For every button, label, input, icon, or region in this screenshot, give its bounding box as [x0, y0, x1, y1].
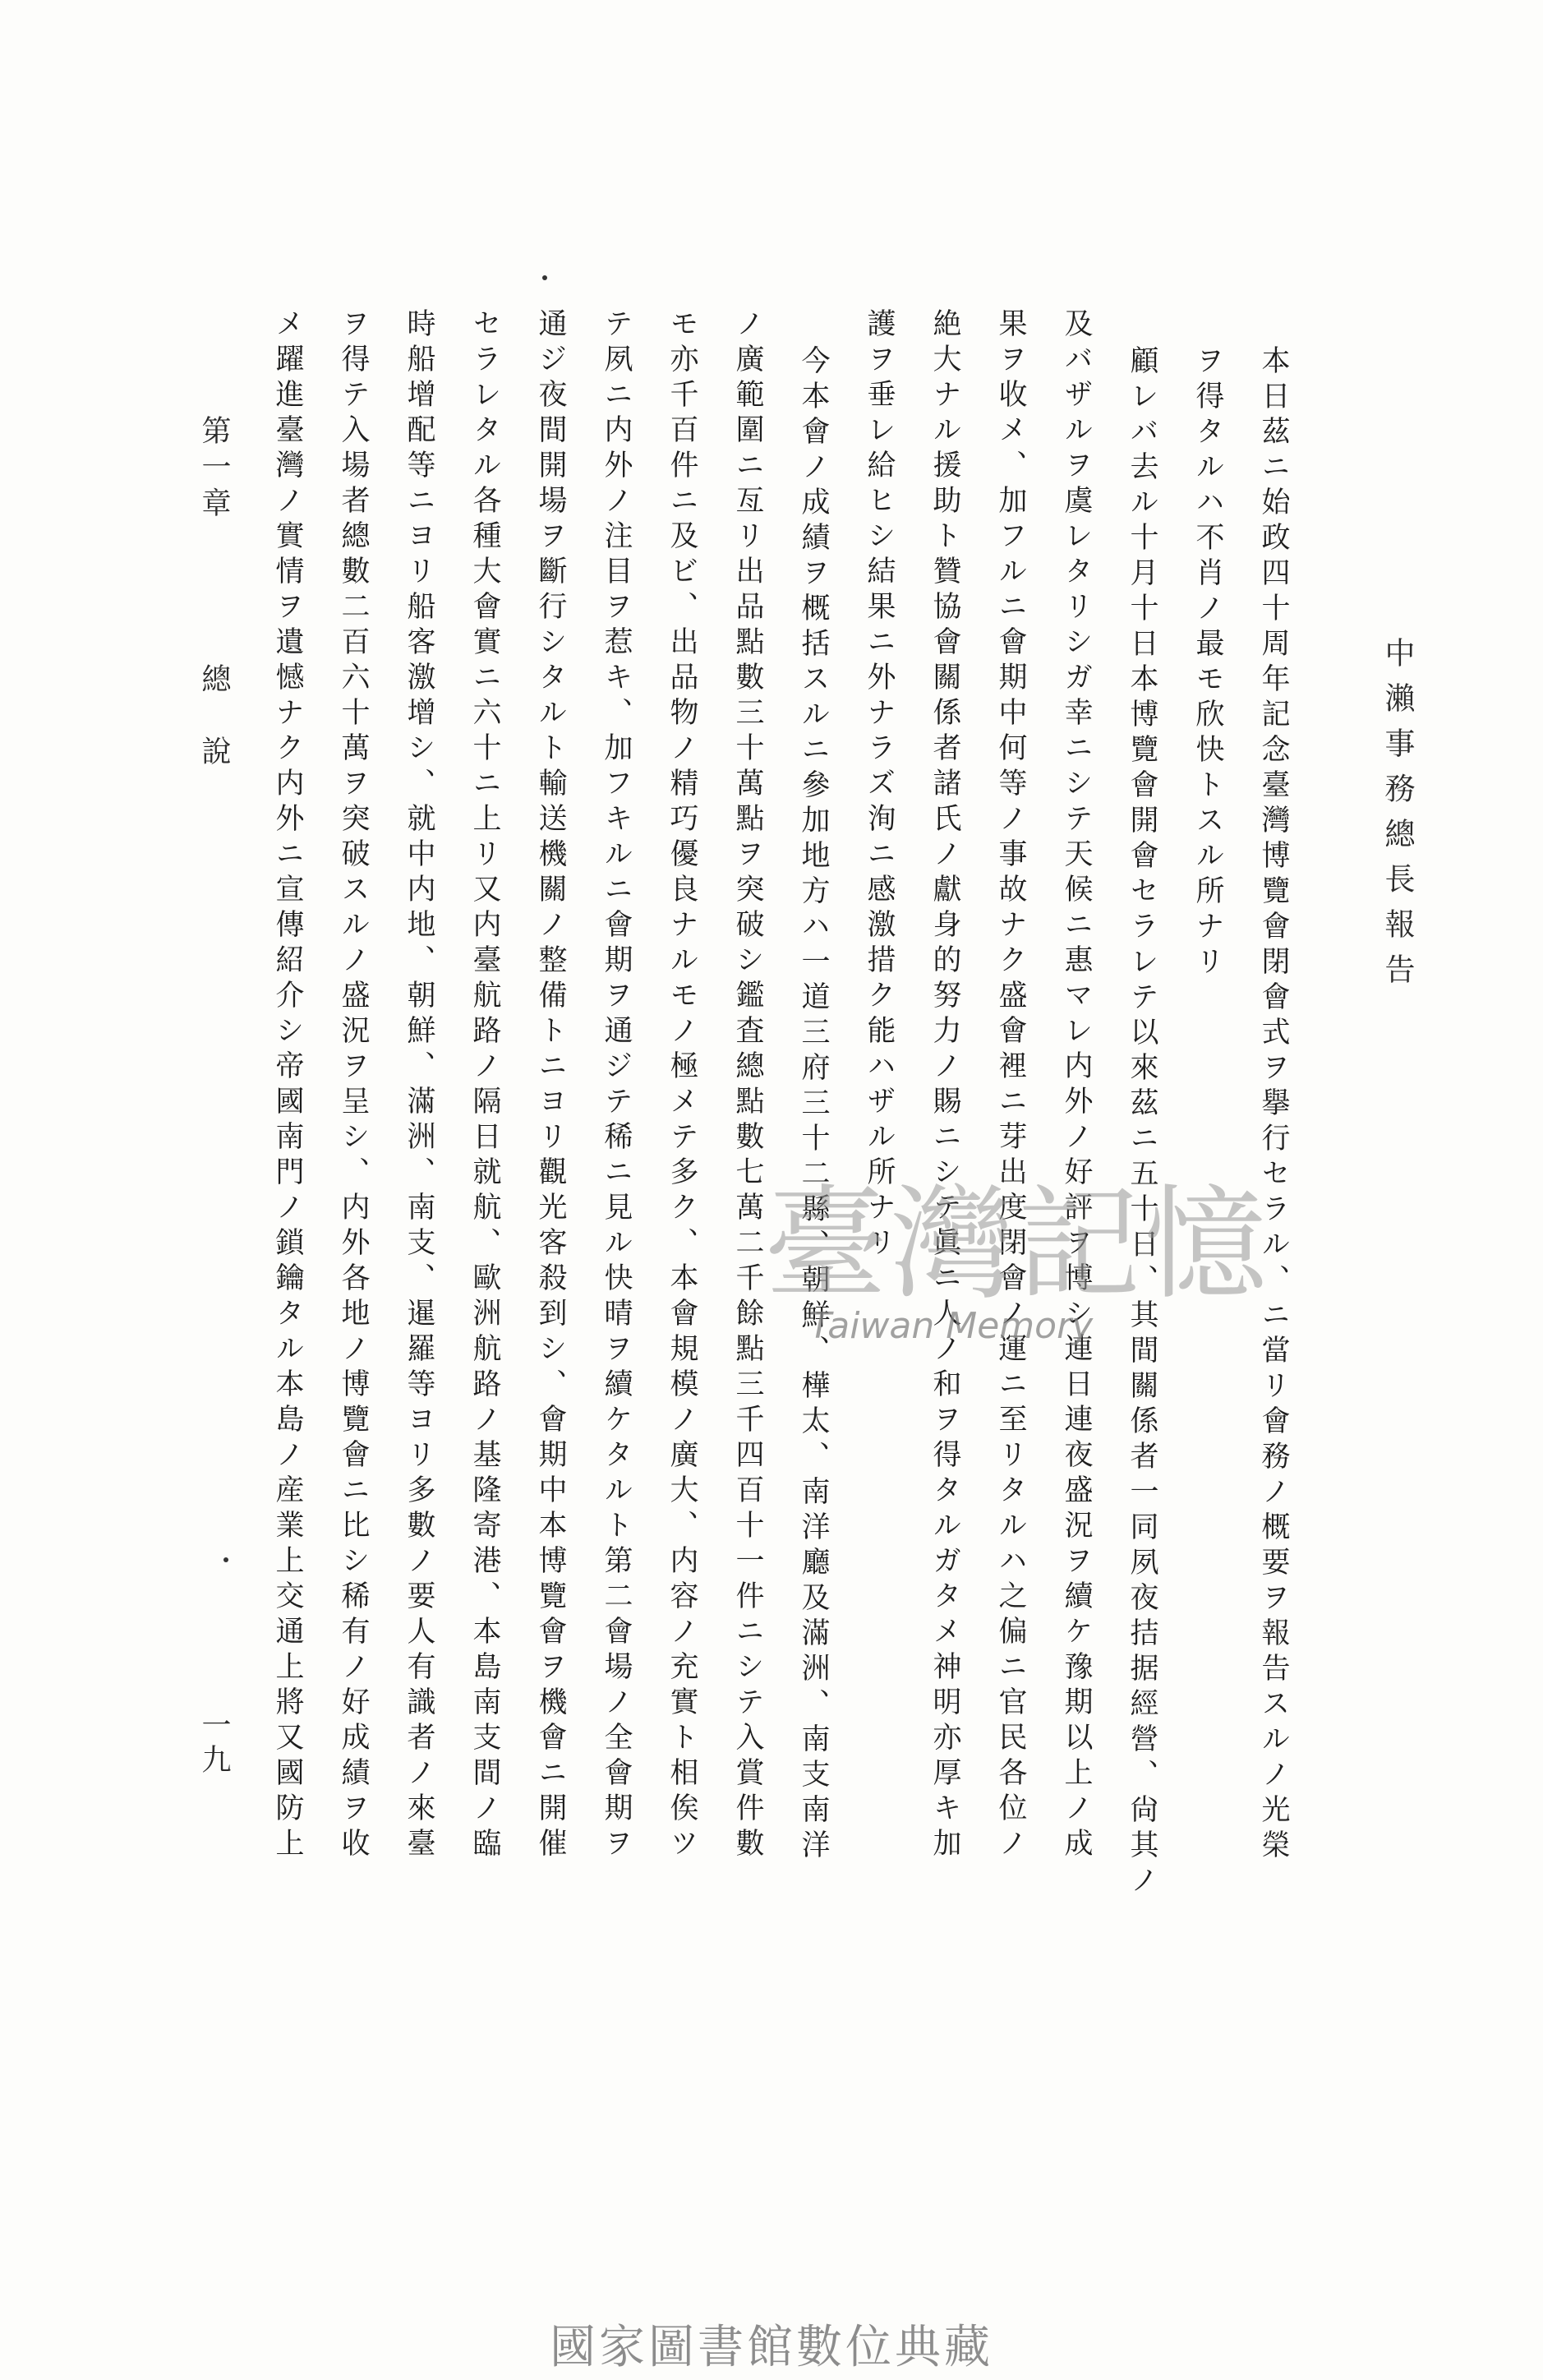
text-column-6: 絶大ナル援助ト贊協會關係者諸氏ノ獻身的努力ノ賜ニシテ眞ニ人ノ和ヲ得タルガタメ神明亦厚キ加 [928, 308, 961, 1863]
chapter-label: 第一章 [197, 415, 231, 524]
page-number: 一九 [197, 1709, 231, 1778]
text-column-13: セラレタル各種大會實ニ六十ニ上リ又内臺航路ノ隔日就航、歐洲航路ノ基隆寄港、本島南支間ノ臨 [468, 308, 501, 1863]
print-speck-top [542, 275, 547, 280]
text-column-8: 今本會ノ成績ヲ概括スルニ參加地方ハ一道三府三十二縣、朝鮮、樺太、南洋廳及滿洲、南支南洋 [797, 345, 830, 1865]
print-speck-mid [223, 1557, 228, 1562]
text-column-1: 本日茲ニ始政四十周年記念臺灣博覽會閉會式ヲ擧行セラル、ニ當リ會務ノ概要ヲ報告スルノ光榮 [1257, 345, 1290, 1865]
text-column-16: メ躍進臺灣ノ實情ヲ遺憾ナク内外ニ宣傳紹介シ帝國南門ノ鎖鑰タル本島ノ産業上交通上將又國防上 [271, 308, 304, 1863]
watermark-main-text: 臺灣記憶 [764, 1174, 1271, 1317]
text-column-3: 顧レバ去ル十月十日本博覽會開會セラレテ以來茲ニ五十日、其間關係者一同夙夜拮据經營、尙其ノ [1126, 345, 1158, 1900]
chapter-footer [197, 415, 231, 772]
text-column-2: ヲ得タルハ不肖ノ最モ欣快トスル所ナリ [1191, 345, 1224, 981]
text-column-10: モ亦千百件ニ及ビ、出品物ノ精巧優良ナルモノ極メテ多ク、本會規模ノ廣大、内容ノ充實ト相俟ツ [666, 308, 698, 1863]
text-column-9: ノ廣範圍ニ亙リ出品點數三十萬點ヲ突破シ鑑査總點數七萬二千餘點三千四百十一件ニシテ入賞件數 [731, 308, 764, 1863]
text-column-14: 時船增配等ニヨリ船客激增シ、就中内地、朝鮮、滿洲、南支、暹羅等ヨリ多數ノ要人有識者ノ來臺 [403, 308, 435, 1863]
text-column-11: テ夙ニ内外ノ注目ヲ惹キ、加フキルニ會期ヲ通ジテ稀ニ見ル快晴ヲ續ケタルト第二會場ノ全會期ヲ [600, 308, 633, 1863]
text-column-4: 及バザルヲ虞レタリシガ幸ニシテ天候ニ惠マレ内外ノ好評ヲ博シ連日連夜盛況ヲ續ケ豫期以上ノ成 [1060, 308, 1093, 1863]
text-column-12: 通ジ夜間開場ヲ斷行シタルト輸送機關ノ整備トニヨリ觀光客殺到シ、會期中本博覽會ヲ機會ニ開催 [534, 308, 567, 1863]
library-digital-collection-mark: 國家圖書館數位典藏 [550, 2321, 993, 2374]
watermark-sub-text: Taiwan Memory [809, 1305, 1094, 1347]
text-column-15: ヲ得テ入場者總數二百六十萬ヲ突破スルノ盛況ヲ呈シ、内外各地ノ博覽會ニ比シ稀有ノ好成績ヲ收 [337, 308, 370, 1863]
text-column-7: 護ヲ垂レ給ヒシ結果ニ外ナラズ洵ニ感激措ク能ハザル所ナリ [863, 308, 896, 1262]
report-title: 中瀨事務總長報告 [1379, 637, 1415, 999]
text-column-5: 果ヲ收メ、加フルニ會期中何等ノ事故ナク盛會裡ニ芽出度閉會ノ運ニ至リタルハ之偏ニ官民各位ノ [994, 308, 1027, 1863]
section-label: 總 說 [197, 663, 231, 772]
